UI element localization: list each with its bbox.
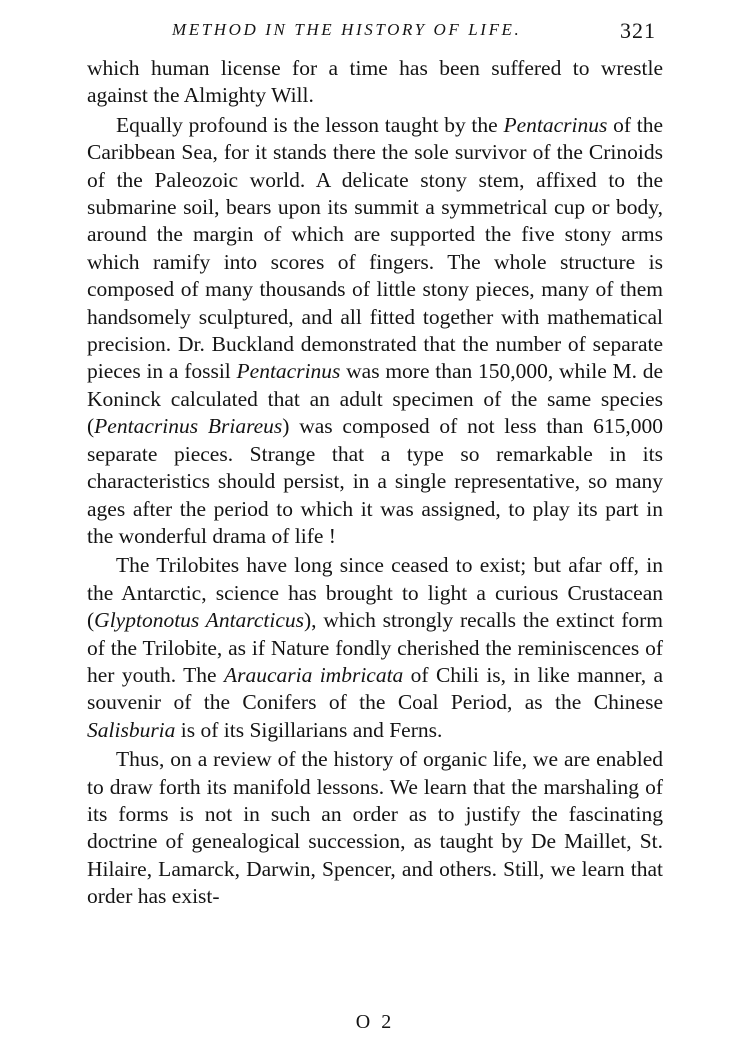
italic-run: Salisburia (87, 717, 176, 742)
italic-run: Pentacrinus (503, 112, 608, 137)
signature-mark: O 2 (355, 1011, 395, 1033)
text-run: The Trilobites have long since ceased to exist; but afar off, in the Antarctic, science has brought to light a curious Crustacean ( (87, 553, 663, 633)
text-run: was more than 150,000, while M. de Koninck calculated that an adult specimen of the same species ( (87, 359, 663, 439)
text-run: of Chili is, in like manner, a souvenir of the Conifers of the Coal Period, as the Chinese (87, 662, 664, 715)
paragraph (87, 552, 663, 744)
paragraph (87, 746, 663, 910)
running-head (0, 14, 750, 48)
text-run: of the Caribbean Sea, for it stands there the sole survivor of the Crinoids of the Paleozoic world. A delicate stony stem, affixed to the submarine soil, bears upon its summit a symmetrical cup or body, around the margin of which are supported the five stony arms which ramify into scores of fingers. The whole structure is composed of many thousands of little stony pieces, many of them handsomely sculptured, and all fitted together with mathematical precision. Dr. Buckland demonstrated that the number of separate pieces in a fossil (87, 112, 663, 384)
body-text (87, 55, 663, 911)
italic-run: Araucaria imbricata (223, 662, 404, 687)
text-run: Thus, on a review of the history of organic life, we are enabled to draw forth its manifold lessons. We learn that the marshaling of its forms is not in such an order as to justify the fascinating doctrine of genealogical succession, as taught by De Maillet, St. Hilaire, Lamarck, Darwin, Spencer, and others. Still, we learn that order has exist- (87, 747, 663, 909)
paragraph (87, 55, 663, 110)
italic-run: Glyptonotus Antarcticus (94, 608, 305, 633)
running-head-title: METHOD IN THE HISTORY OF LIFE. (172, 20, 522, 39)
text-run: Equally profound is the lesson taught by the (116, 112, 504, 137)
text-run: ) was composed of not less than 615,000 separate pieces. Strange that a type so remarkable in its characteristics should persist, in a single representative, so many ages after the period to which it was assigned, to play its part in the wonderful drama of life ! (87, 414, 663, 548)
paragraph (87, 112, 663, 551)
italic-run: Pentacrinus Briareus (94, 414, 283, 439)
page-number: 321 (620, 18, 656, 43)
text-run: is of its Sigillarians and Ferns. (175, 717, 443, 742)
text-run: ), which strongly recalls the extinct form of the Trilobite, as if Nature fondly cherished the reminiscences of her youth. The (87, 608, 664, 687)
italic-run: Pentacrinus (236, 359, 341, 384)
text-run: which human license for a time has been suffered to wrestle against the Almighty Will. (87, 56, 663, 108)
